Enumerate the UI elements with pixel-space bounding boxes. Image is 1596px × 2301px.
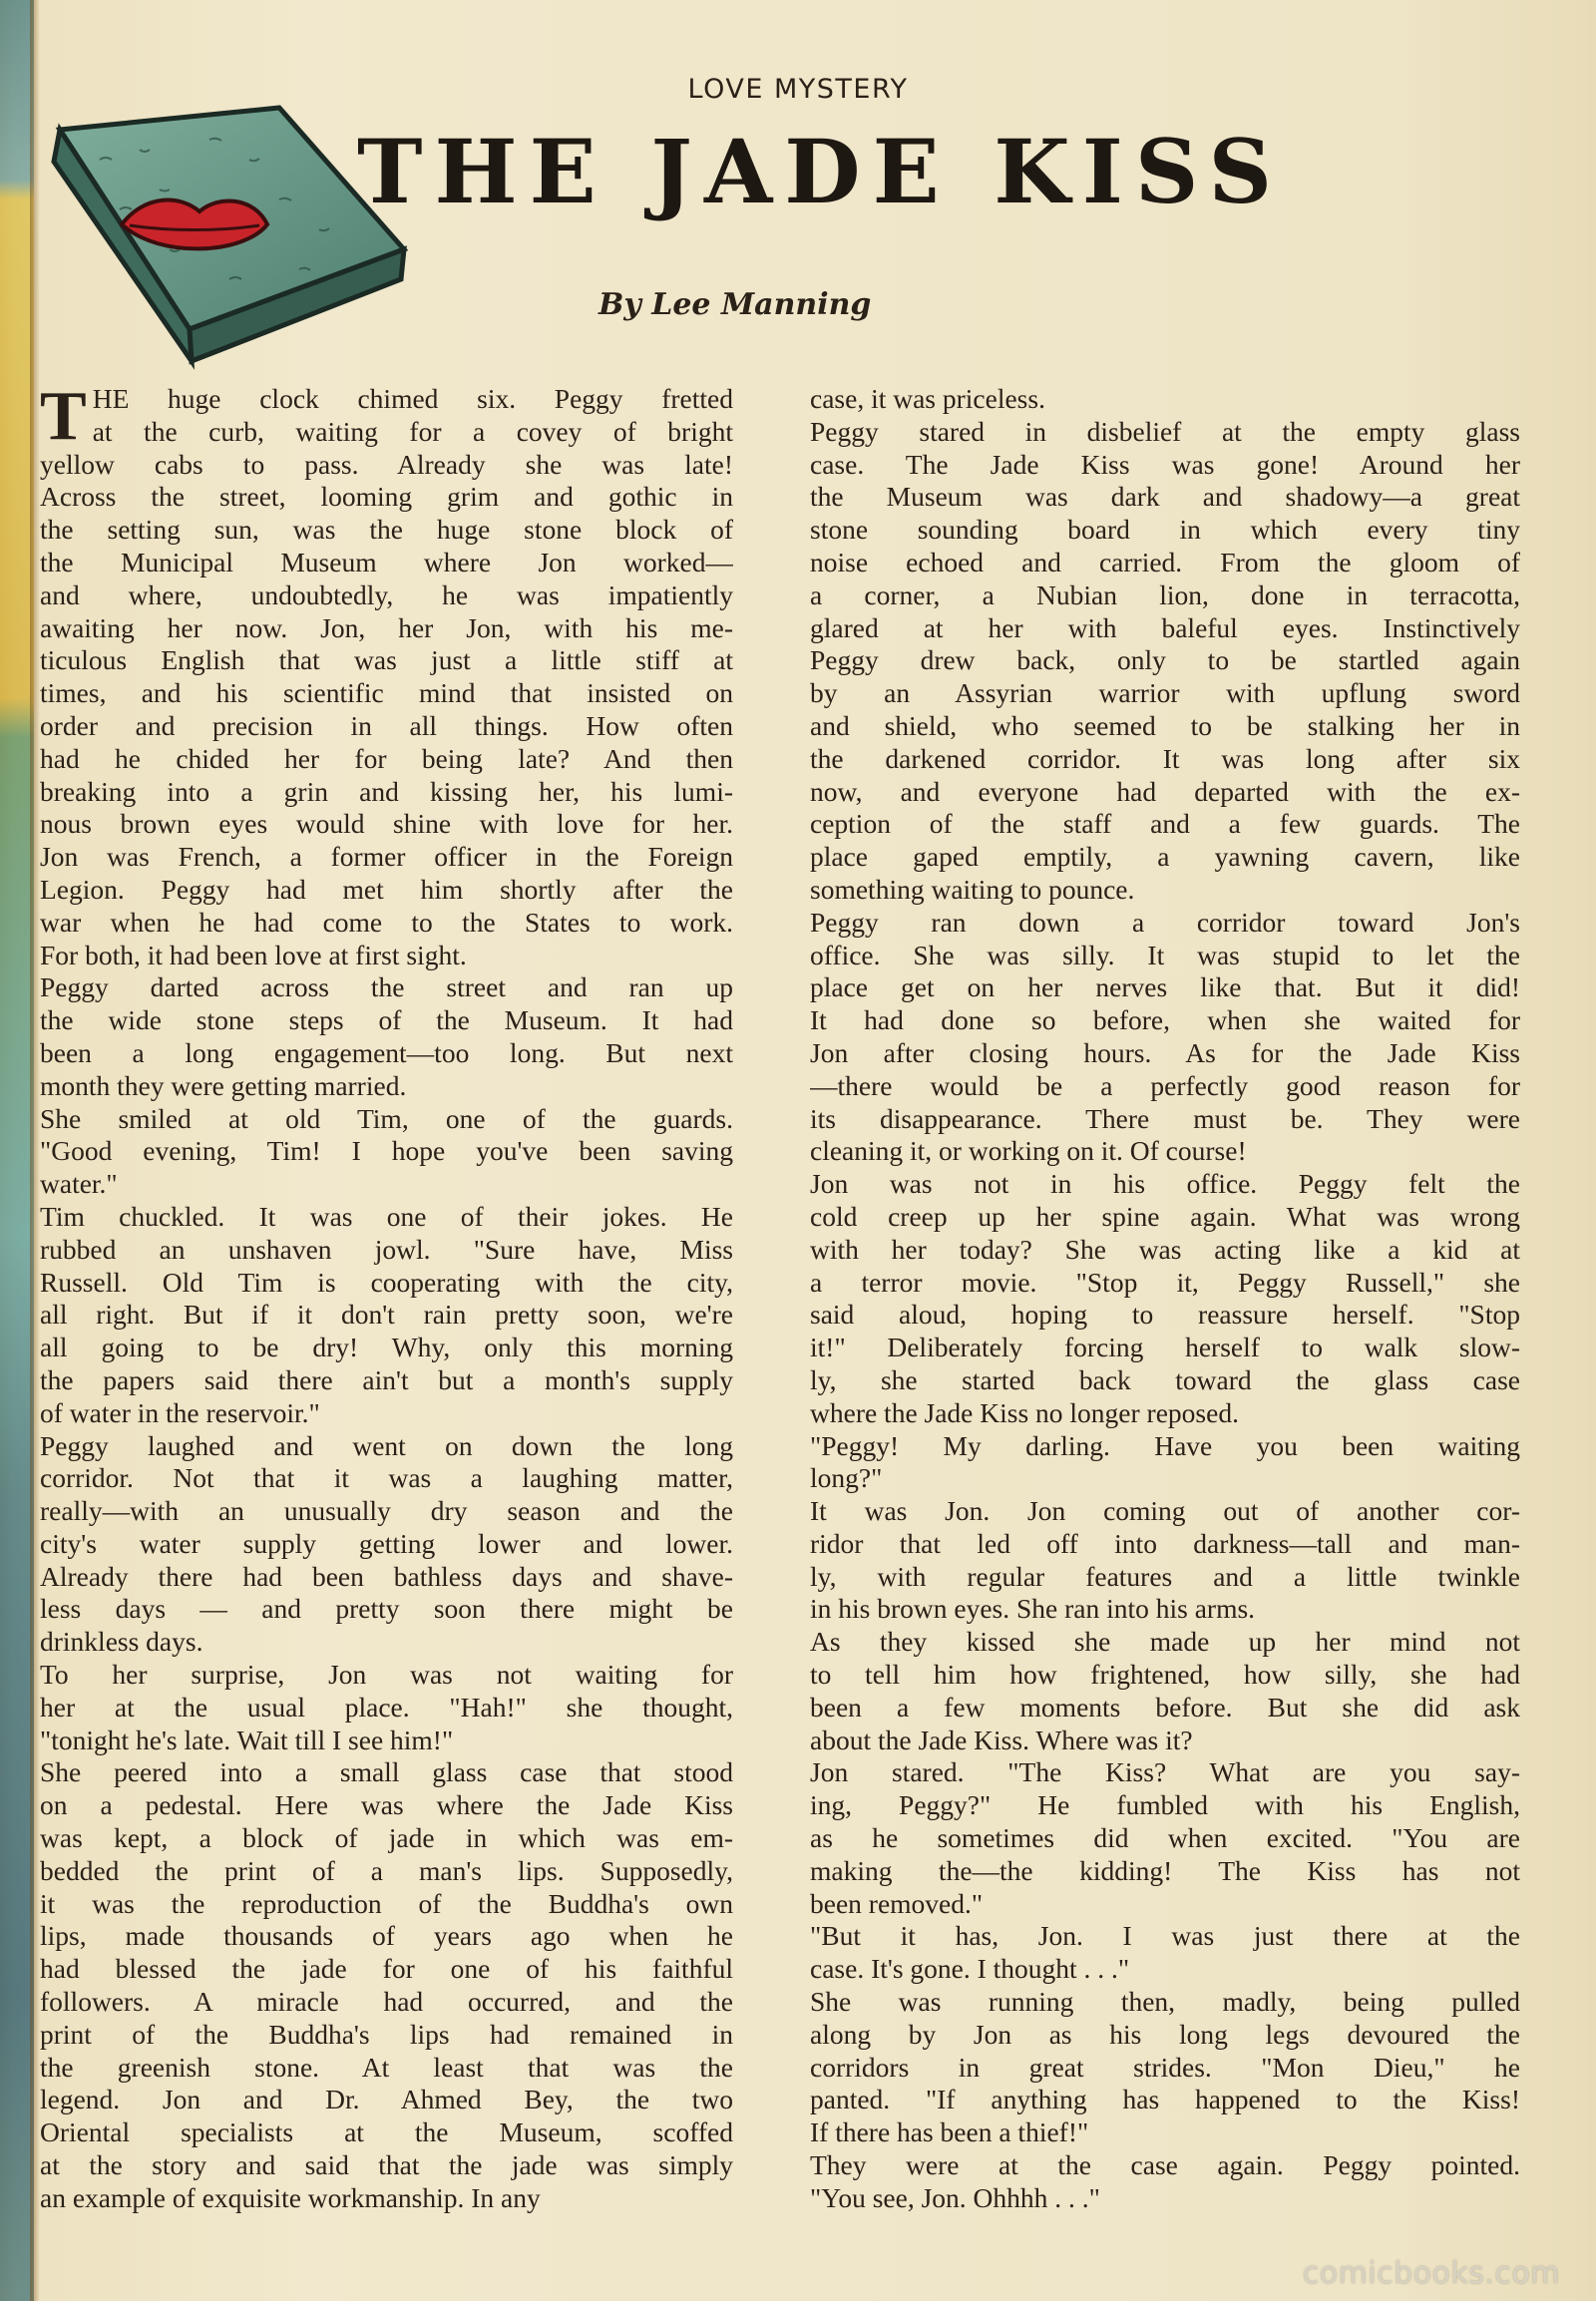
text-line: place gaped emptily, a yawning cavern, like: [810, 841, 1520, 873]
text-line: place get on her nerves like that. But it did!: [810, 971, 1520, 1003]
text-line: ing, Peggy?" He fumbled with his English,: [810, 1789, 1520, 1821]
text-line: cleaning it, or working on it. Of course!: [810, 1135, 1247, 1167]
text-line: been a few moments before. But she did ask: [810, 1691, 1520, 1723]
text-line: the Museum was dark and shadowy—a great: [810, 481, 1520, 513]
text-line: all right. But if it don't rain pretty soon, we're: [40, 1299, 733, 1331]
text-line: the papers said there ain't but a month's supply: [40, 1363, 733, 1395]
watermark: comicbooks.com: [1302, 2256, 1560, 2291]
text-line: drinkless days.: [40, 1626, 203, 1658]
text-line: month they were getting married.: [40, 1069, 407, 1101]
text-line: at the story and said that the jade was simply: [40, 2149, 733, 2181]
text-line: the setting sun, was the huge stone block of: [40, 514, 733, 546]
text-line: HE huge clock chimed six. Peggy fretted: [92, 383, 733, 414]
text-line: with her today? She was acting like a kid at: [810, 1233, 1520, 1265]
text-line: Peggy ran down a corridor toward Jon's: [810, 906, 1520, 938]
text-line: lips, made thousands of years ago when he: [40, 1920, 733, 1952]
text-line: been a long engagement—too long. But next: [40, 1036, 733, 1068]
text-line: Tim chuckled. It was one of their jokes. He: [40, 1200, 733, 1232]
text-line: panted. "If anything has happened to the Kiss!: [810, 2084, 1520, 2115]
text-line: really—with an unusually dry season and the: [40, 1495, 733, 1527]
text-line: ception of the staff and a few guards. The: [810, 808, 1520, 840]
text-line: war when he had come to the States to work.: [40, 906, 733, 938]
text-line: "But it has, Jon. I was just there at the: [810, 1920, 1520, 1952]
adjacent-page-strip: [0, 0, 34, 2301]
text-line: Peggy laughed and went on down the long: [40, 1429, 733, 1461]
text-line: Jon was French, a former officer in the Foreign: [40, 841, 733, 873]
text-line: had blessed the jade for one of his faithful: [40, 1953, 733, 1985]
text-line: Oriental specialists at the Museum, scoffed: [40, 2116, 733, 2148]
text-line: said aloud, hoping to reassure herself. "Stop: [810, 1299, 1520, 1331]
text-line: "tonight he's late. Wait till I see him!": [40, 1724, 454, 1755]
text-line: It had done so before, when she waited for: [810, 1004, 1520, 1036]
text-line: an example of exquisite workmanship. In any: [40, 2181, 541, 2213]
text-line: by an Assyrian warrior with upflung sword: [810, 677, 1520, 709]
text-line: had he chided her for being late? And then: [40, 742, 733, 774]
text-line: a terror movie. "Stop it, Peggy Russell," she: [810, 1266, 1520, 1298]
text-line: office. She was silly. It was stupid to let the: [810, 939, 1520, 970]
article-column-left: [40, 378, 733, 2215]
text-line: case. It's gone. I thought . . .": [810, 1953, 1130, 1985]
text-line: corridors in great strides. "Mon Dieu," he: [810, 2051, 1520, 2083]
text-line: awaiting her now. Jon, her Jon, with his me-: [40, 611, 733, 643]
text-line: corridor. Not that it was a laughing matter,: [40, 1462, 733, 1494]
text-line: yellow cabs to pass. Already she was late!: [40, 448, 733, 480]
text-line: long?": [810, 1462, 883, 1494]
text-line: something waiting to pounce.: [810, 873, 1135, 905]
text-line: "Peggy! My darling. Have you been waiting: [810, 1429, 1520, 1461]
story-title: THE JADE KISS: [357, 120, 1285, 223]
text-line: at the curb, waiting for a covey of bright: [92, 415, 733, 447]
text-line: ticulous English that was just a little stiff at: [40, 644, 733, 676]
text-line: breaking into a grin and kissing her, his lumi-: [40, 775, 733, 807]
text-line: times, and his scientific mind that insisted on: [40, 677, 733, 709]
text-line: been removed.": [810, 1887, 984, 1919]
text-line: water.": [40, 1168, 118, 1200]
text-line: Already there had been bathless days and shave-: [40, 1560, 733, 1592]
text-line: noise echoed and carried. From the gloom of: [810, 546, 1520, 577]
text-line: her at the usual place. "Hah!" she thought,: [40, 1691, 733, 1723]
text-line: ly, she started back toward the glass case: [810, 1363, 1520, 1395]
text-line: They were at the case again. Peggy pointed.: [810, 2149, 1520, 2181]
text-line: along by Jon as his long legs devoured the: [810, 2018, 1520, 2050]
text-line: Jon was not in his office. Peggy felt the: [810, 1168, 1520, 1200]
text-line: the wide stone steps of the Museum. It had: [40, 1004, 733, 1036]
text-line: a corner, a Nubian lion, done in terracotta,: [810, 578, 1520, 610]
text-line: where the Jade Kiss no longer reposed.: [810, 1396, 1239, 1428]
text-line: For both, it had been love at first sight.: [40, 939, 467, 970]
text-line: followers. A miracle had occurred, and the: [40, 1986, 733, 2018]
text-line: As they kissed she made up her mind not: [810, 1626, 1520, 1658]
text-line: She smiled at old Tim, one of the guards.: [40, 1102, 733, 1134]
text-line: the darkened corridor. It was long after six: [810, 742, 1520, 774]
text-line: —there would be a perfectly good reason for: [810, 1069, 1520, 1101]
drop-cap: T: [40, 378, 87, 455]
text-line: in his brown eyes. She ran into his arms.: [810, 1593, 1256, 1625]
text-line: Russell. Old Tim is cooperating with the city,: [40, 1266, 733, 1298]
text-line: ridor that led off into darkness—tall and man-: [810, 1527, 1520, 1559]
text-line: case. The Jade Kiss was gone! Around her: [810, 448, 1520, 480]
text-line: ly, with regular features and a little twinkle: [810, 1560, 1520, 1592]
byline: By Lee Manning: [598, 287, 872, 322]
text-line: To her surprise, Jon was not waiting for: [40, 1659, 733, 1691]
text-line: Peggy stared in disbelief at the empty glass: [810, 415, 1520, 447]
text-line: and where, undoubtedly, he was impatiently: [40, 578, 733, 610]
text-line: and shield, who seemed to be stalking her in: [810, 709, 1520, 741]
text-line: city's water supply getting lower and lower.: [40, 1527, 733, 1559]
text-line: making the—the kidding! The Kiss has not: [810, 1854, 1520, 1886]
text-line: on a pedestal. Here was where the Jade Kiss: [40, 1789, 733, 1821]
text-line: rubbed an unshaven jowl. "Sure have, Miss: [40, 1233, 733, 1265]
text-line: about the Jade Kiss. Where was it?: [810, 1724, 1193, 1755]
text-line: Peggy drew back, only to be startled again: [810, 644, 1520, 676]
text-line: Legion. Peggy had met him shortly after the: [40, 873, 733, 905]
text-line: case, it was priceless.: [810, 383, 1045, 414]
text-line: If there has been a thief!": [810, 2116, 1089, 2148]
text-line: it!" Deliberately forcing herself to walk slow-: [810, 1332, 1520, 1363]
text-line: cold creep up her spine again. What was wrong: [810, 1200, 1520, 1232]
text-line: She peered into a small glass case that stood: [40, 1756, 733, 1788]
text-line: Peggy darted across the street and ran up: [40, 971, 733, 1003]
text-line: the greenish stone. At least that was the: [40, 2051, 733, 2083]
text-line: it was the reproduction of the Buddha's own: [40, 1887, 733, 1919]
text-line: of water in the reservoir.": [40, 1396, 320, 1428]
text-line: Across the street, looming grim and gothic in: [40, 481, 733, 513]
text-line: all going to be dry! Why, only this morning: [40, 1332, 733, 1363]
text-line: its disappearance. There must be. They were: [810, 1102, 1520, 1134]
text-line: "Good evening, Tim! I hope you've been saving: [40, 1135, 733, 1167]
text-line: the Municipal Museum where Jon worked—: [40, 546, 733, 577]
text-line: was kept, a block of jade in which was em-: [40, 1822, 733, 1854]
text-line: She was running then, madly, being pulled: [810, 1986, 1520, 2018]
text-line: glared at her with baleful eyes. Instinctively: [810, 611, 1520, 643]
text-line: to tell him how frightened, how silly, she had: [810, 1659, 1520, 1691]
text-line: as he sometimes did when excited. "You are: [810, 1822, 1520, 1854]
text-line: It was Jon. Jon coming out of another cor-: [810, 1495, 1520, 1527]
text-line: now, and everyone had departed with the ex-: [810, 775, 1520, 807]
text-line: print of the Buddha's lips had remained in: [40, 2018, 733, 2050]
text-line: "You see, Jon. Ohhhh . . .": [810, 2181, 1100, 2213]
article-column-right: [810, 383, 1520, 2215]
text-line: bedded the print of a man's lips. Supposedly,: [40, 1854, 733, 1886]
text-line: less days — and pretty soon there might be: [40, 1593, 733, 1625]
text-line: nous brown eyes would shine with love for her.: [40, 808, 733, 840]
text-line: Jon stared. "The Kiss? What are you say-: [810, 1756, 1520, 1788]
text-line: Jon after closing hours. As for the Jade Kiss: [810, 1036, 1520, 1068]
series-label: LOVE MYSTERY: [687, 74, 909, 105]
text-line: legend. Jon and Dr. Ahmed Bey, the two: [40, 2084, 733, 2115]
text-line: order and precision in all things. How often: [40, 709, 733, 741]
text-line: stone sounding board in which every tiny: [810, 514, 1520, 546]
